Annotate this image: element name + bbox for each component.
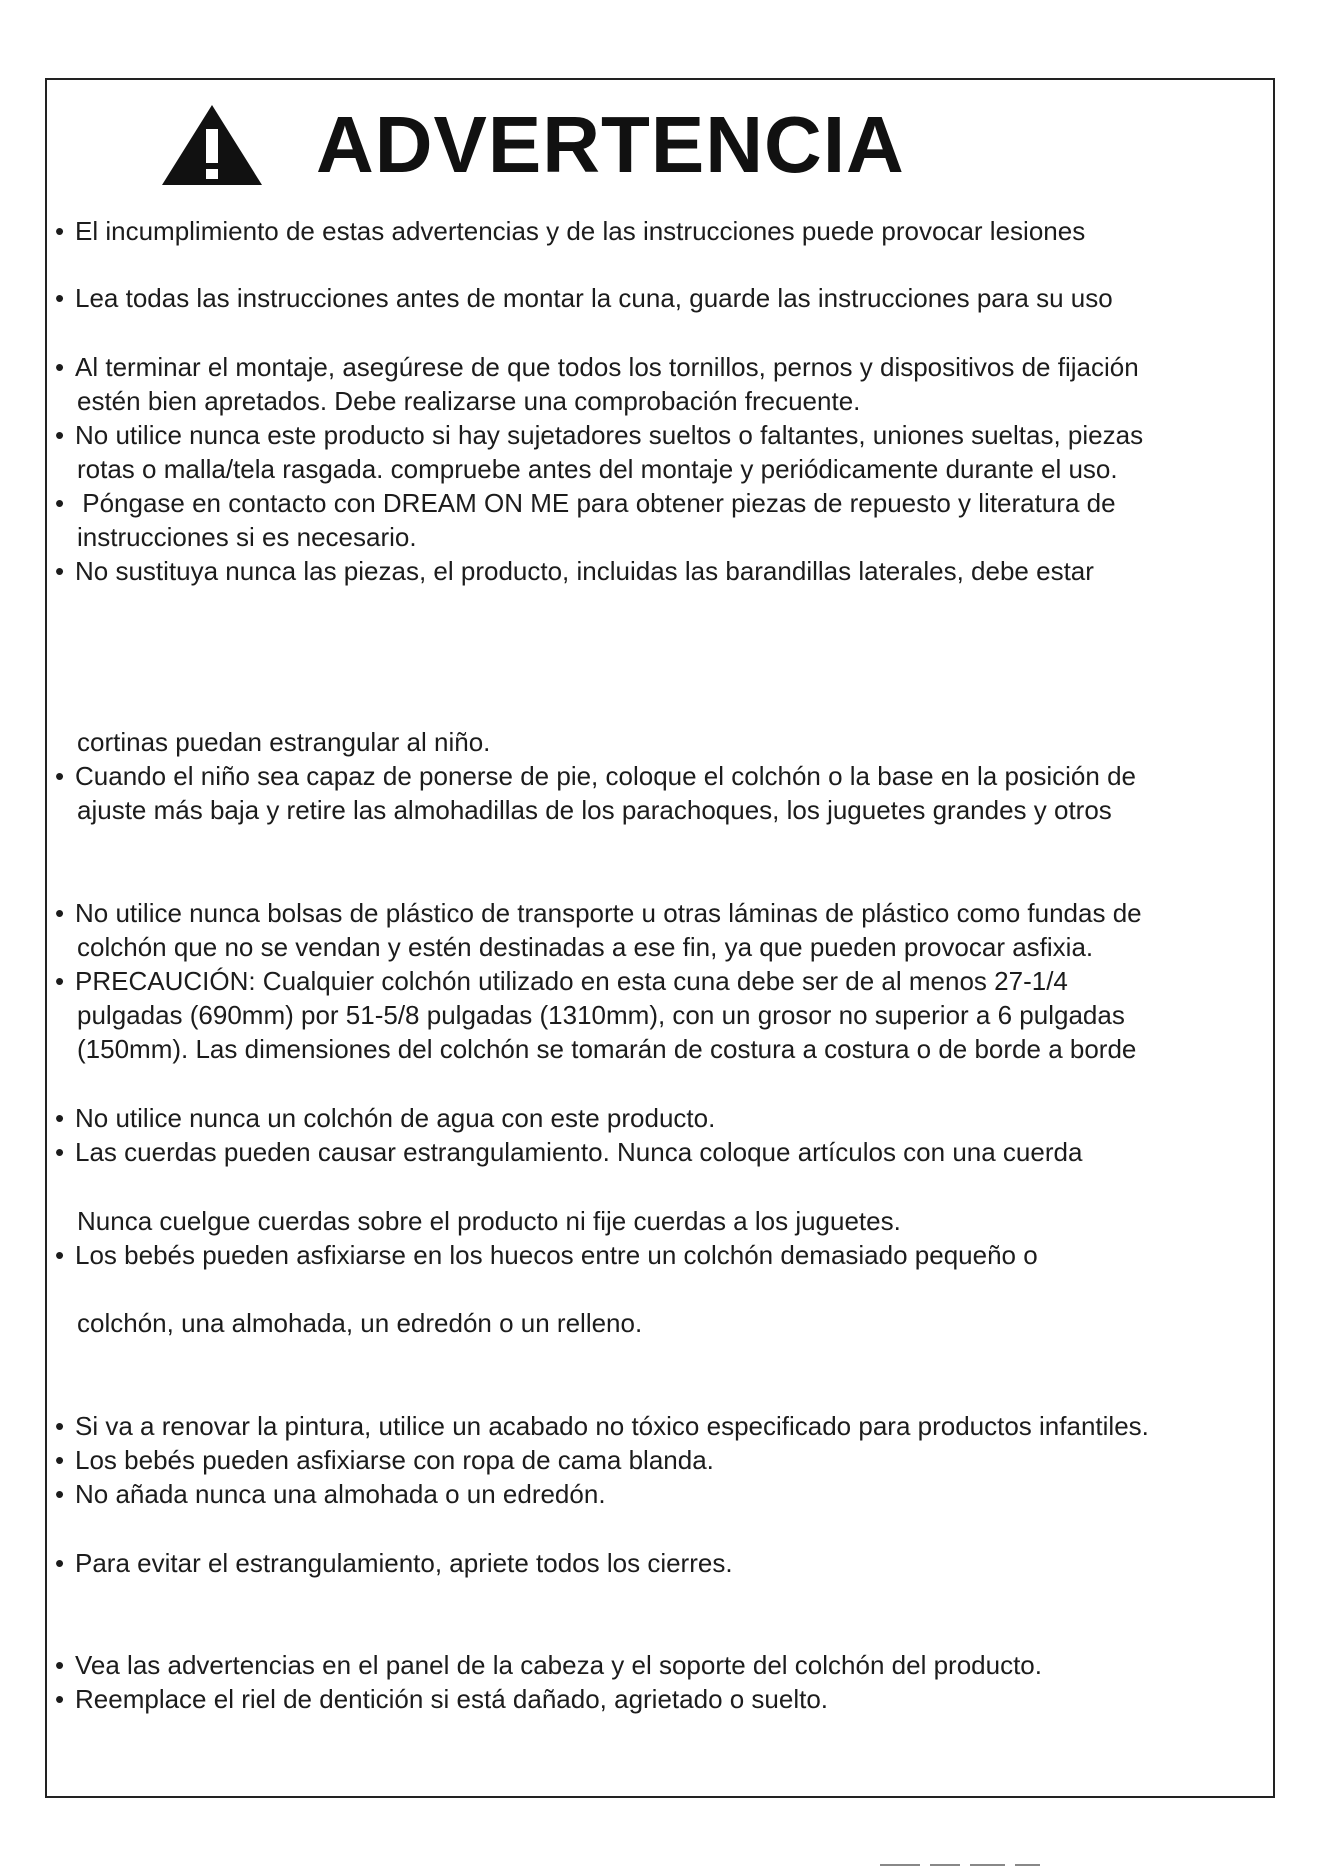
warning-line <box>55 1479 606 1509</box>
warning-line <box>55 352 1139 382</box>
warning-line <box>55 1240 1038 1270</box>
bullet: • <box>55 966 65 996</box>
bullet: • <box>55 1479 65 1509</box>
warning-text: colchón que no se vendan y estén destinadas a ese fin, ya que pueden provocar asfixia. <box>77 932 1094 962</box>
warning-line <box>55 898 1142 928</box>
warning-line-continued <box>77 795 1112 825</box>
warning-line <box>55 283 1113 313</box>
bullet: • <box>55 1240 65 1270</box>
warning-text: Lea todas las instrucciones antes de montar la cuna, guarde las instrucciones para su uso <box>75 283 1113 313</box>
bullet: • <box>55 1137 65 1167</box>
bullet: • <box>55 352 65 382</box>
warning-text: Póngase en contacto con DREAM ON ME para obtener piezas de repuesto y literatura de <box>75 488 1116 518</box>
bullet: • <box>55 1650 65 1680</box>
warning-line-continued <box>77 727 490 757</box>
warning-line-continued <box>77 932 1093 962</box>
warning-line <box>55 556 1094 586</box>
warning-text: colchón, una almohada, un edredón o un relleno. <box>77 1308 643 1338</box>
warning-text: cortinas puedan estrangular al niño. <box>77 727 491 757</box>
warning-line <box>55 216 1085 246</box>
warning-line-continued <box>77 1000 1125 1030</box>
bullet: • <box>55 283 65 313</box>
bullet: • <box>55 898 65 928</box>
warning-text: PRECAUCIÓN: Cualquier colchón utilizado en esta cuna debe ser de al menos 27-1/4 <box>75 966 1068 996</box>
warning-text: Si va a renovar la pintura, utilice un acabado no tóxico especificado para productos infantiles. <box>75 1411 1149 1441</box>
warning-text: Los bebés pueden asfixiarse con ropa de cama blanda. <box>75 1445 714 1475</box>
bullet: • <box>55 420 65 450</box>
warning-text: El incumplimiento de estas advertencias y de las instrucciones puede provocar lesiones <box>75 216 1086 246</box>
page-title: ADVERTENCIA <box>316 100 905 189</box>
bullet: • <box>55 761 65 791</box>
warning-text: Las cuerdas pueden causar estrangulamiento. Nunca coloque artículos con una cuerda <box>75 1137 1083 1167</box>
warning-text: estén bien apretados. Debe realizarse una comprobación frecuente. <box>77 386 861 416</box>
warning-text: ajuste más baja y retire las almohadillas de los parachoques, los juguetes grandes y otros <box>77 795 1112 825</box>
warning-text: No sustituya nunca las piezas, el producto, incluidas las barandillas laterales, debe estar <box>75 556 1094 586</box>
warning-text: Reemplace el riel de dentición si está dañado, agrietado o suelto. <box>75 1684 829 1714</box>
warning-line <box>55 1103 715 1133</box>
warning-text: Vea las advertencias en el panel de la cabeza y el soporte del colchón del producto. <box>75 1650 1042 1680</box>
warning-line <box>55 1411 1149 1441</box>
bullet: • <box>55 1684 65 1714</box>
warning-line-continued <box>77 522 417 552</box>
warning-triangle-icon <box>160 103 264 187</box>
warning-text: No utilice nunca bolsas de plástico de transporte u otras láminas de plástico como fundas de <box>75 898 1142 928</box>
warning-line-continued <box>77 1034 1136 1064</box>
warning-line <box>55 1137 1082 1167</box>
warning-text: No añada nunca una almohada o un edredón. <box>75 1479 606 1509</box>
bullet: • <box>55 1548 65 1578</box>
warning-line <box>55 1684 828 1714</box>
footer-crop-marks <box>880 1862 1060 1868</box>
bullet: • <box>55 488 65 518</box>
warning-text: pulgadas (690mm) por 51-5/8 pulgadas (1310mm), con un grosor no superior a 6 pulgadas <box>77 1000 1125 1030</box>
warning-text: Nunca cuelgue cuerdas sobre el producto ni fije cuerdas a los juguetes. <box>77 1206 901 1236</box>
warning-line <box>55 420 1143 450</box>
warning-line <box>55 761 1136 791</box>
warning-header <box>160 100 905 190</box>
warning-line <box>55 966 1068 996</box>
warning-text: (150mm). Las dimensiones del colchón se tomarán de costura a costura o de borde a borde <box>77 1034 1137 1064</box>
bullet: • <box>55 1103 65 1133</box>
warning-line <box>55 488 1116 518</box>
warning-text: rotas o malla/tela rasgada. compruebe antes del montaje y periódicamente durante el uso. <box>77 454 1118 484</box>
warning-text: No utilice nunca este producto si hay sujetadores sueltos o faltantes, uniones sueltas, piezas <box>75 420 1144 450</box>
warning-text: Al terminar el montaje, asegúrese de que todos los tornillos, pernos y dispositivos de fijación <box>75 352 1139 382</box>
warning-line-continued <box>77 454 1118 484</box>
warning-line <box>55 1548 733 1578</box>
bullet: • <box>55 216 65 246</box>
warning-line-continued <box>77 386 860 416</box>
warning-line-continued <box>77 1206 901 1236</box>
bullet: • <box>55 556 65 586</box>
warning-text: Los bebés pueden asfixiarse en los huecos entre un colchón demasiado pequeño o <box>75 1240 1038 1270</box>
warning-line-continued <box>77 1308 642 1338</box>
warning-line <box>55 1445 714 1475</box>
warning-text: instrucciones si es necesario. <box>77 522 417 552</box>
warning-text: Para evitar el estrangulamiento, apriete todos los cierres. <box>75 1548 733 1578</box>
warning-line <box>55 1650 1042 1680</box>
bullet: • <box>55 1445 65 1475</box>
warning-text: Cuando el niño sea capaz de ponerse de pie, coloque el colchón o la base en la posición de <box>75 761 1136 791</box>
bullet: • <box>55 1411 65 1441</box>
warning-text: No utilice nunca un colchón de agua con este producto. <box>75 1103 716 1133</box>
